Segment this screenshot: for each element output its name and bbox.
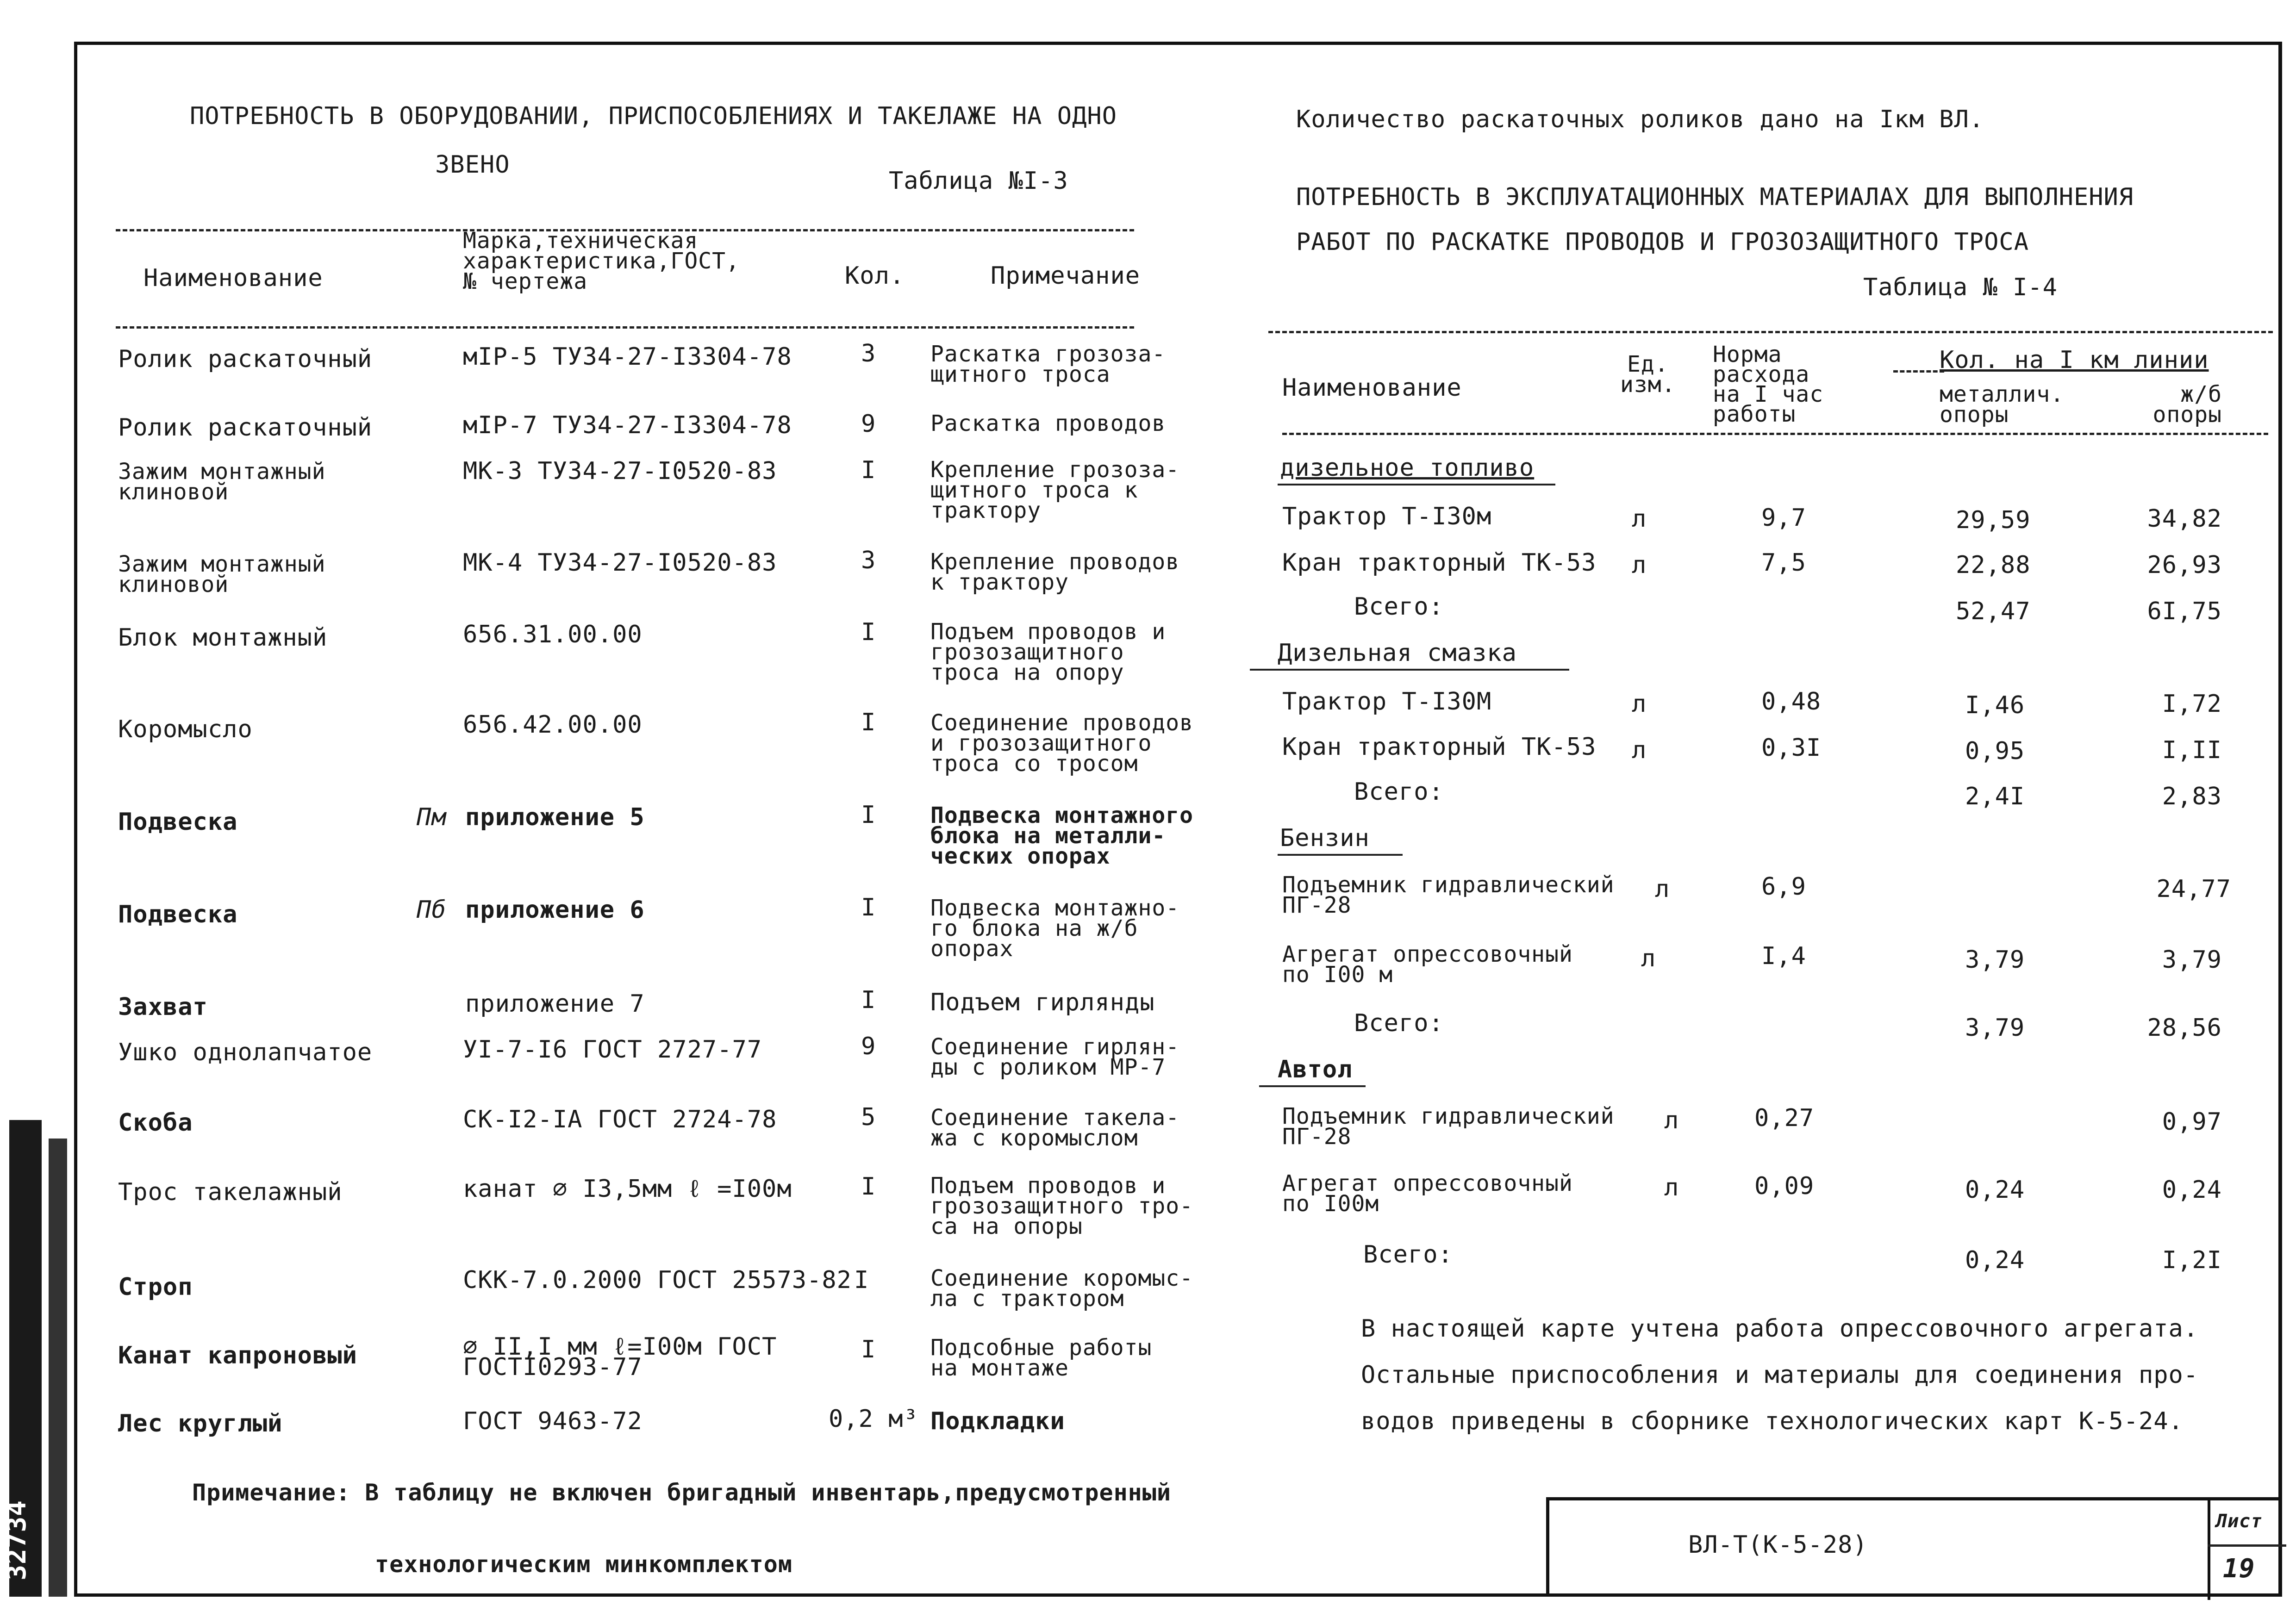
left-header-bottom-rule	[116, 326, 1134, 329]
section-row-norm: 0,27	[1754, 1104, 1815, 1132]
margin-stamp	[1, 1120, 74, 1597]
right-header-norm: Норма расхода на I час работы	[1713, 342, 1824, 427]
left-header-qty: Кол.	[845, 262, 905, 290]
section-row-metal: 22,88	[1956, 551, 2031, 579]
row-name: Ролик раскаточный	[118, 414, 373, 442]
section-row-unit: л	[1632, 551, 1647, 579]
section-total-metal: 0,24	[1965, 1246, 2025, 1274]
section-row-rc: 26,93	[2147, 551, 2222, 579]
right-header-metal: металлич. опоры	[1940, 381, 2065, 428]
right-header-unit: Ед. изм.	[1620, 351, 1676, 398]
section-total-metal: 3,79	[1965, 1014, 2025, 1042]
row-name: Зажим монтажный клиновой	[118, 459, 326, 505]
row-mark: МК-3 ТУ34-27-I0520-83	[463, 457, 777, 485]
section-row-metal: 0,95	[1965, 737, 2025, 765]
section-title: Автол	[1278, 1056, 1353, 1083]
right-header-rc: ж/б опоры	[2152, 381, 2222, 428]
right-closing-line1: В настоящей карте учтена работа опрессовочного агрегата.	[1361, 1315, 2199, 1343]
right-closing-line3: водов приведены в сборнике технологических карт К-5-24.	[1361, 1407, 2184, 1435]
row-name: Захват	[118, 993, 208, 1021]
row-qty: I	[861, 894, 876, 921]
left-table-label: Таблица №I-3	[889, 167, 1068, 195]
right-table-label: Таблица № I-4	[1863, 274, 2058, 301]
row-mark: СКК-7.0.2000 ГОСТ 25573-82	[463, 1266, 852, 1294]
row-name: Подвеска	[118, 901, 238, 928]
section-row-unit: л	[1632, 505, 1647, 533]
row-qty: I	[861, 1173, 876, 1201]
section-row-rc: 0,97	[2162, 1108, 2222, 1136]
section-row-norm: 0,09	[1754, 1172, 1815, 1200]
row-note: Подъем проводов и грозозащитного тро- са на опоры	[930, 1173, 1194, 1239]
section-row-unit: л	[1632, 690, 1647, 718]
sheet-divider	[2208, 1500, 2210, 1600]
title-block	[1546, 1497, 2282, 1597]
section-title: Бензин	[1280, 824, 1370, 852]
section-row-metal: I,46	[1965, 691, 2025, 719]
section-row-norm: 9,7	[1761, 504, 1806, 532]
section-row-norm: 0,3I	[1761, 734, 1822, 762]
sheet-label: Лист	[2216, 1511, 2263, 1532]
row-name: Ушко однолапчатое	[118, 1039, 373, 1066]
section-row-norm: 7,5	[1761, 549, 1806, 577]
row-qty: I	[861, 801, 876, 829]
row-note: Подкладки	[930, 1407, 1065, 1435]
row-name: Блок монтажный	[118, 624, 328, 652]
row-qty: I	[861, 618, 876, 646]
section-row-norm: 0,48	[1761, 688, 1822, 716]
left-footnote-line2: технологическим минкомплектом	[375, 1551, 792, 1578]
row-note: Крепление грозоза- щитного троса к трактору	[930, 457, 1180, 523]
row-mark-prefix: Пб	[417, 896, 447, 924]
section-total-label: Всего:	[1354, 593, 1444, 621]
row-note: Раскатка грозоза- щитного троса	[930, 341, 1166, 387]
row-mark: приложение 7	[465, 990, 645, 1018]
left-footnote-line1: Примечание: В таблицу не включен бригадный инвентарь,предусмотренный	[192, 1479, 1171, 1506]
section-row-rc: I,72	[2162, 690, 2222, 718]
margin-stamp-number: 32734	[1, 1500, 32, 1580]
row-qty: I	[854, 1266, 869, 1294]
section-title-rule	[1259, 1085, 1366, 1087]
section-title-rule	[1250, 669, 1569, 671]
row-mark: мIР-5 ТУ34-27-I3304-78	[463, 343, 792, 371]
row-name: Канат капроновый	[118, 1342, 357, 1369]
section-row-name: Трактор Т-I30м	[1282, 503, 1492, 530]
row-mark: мIР-7 ТУ34-27-I3304-78	[463, 411, 792, 439]
row-qty: I	[861, 456, 876, 484]
row-qty: I	[861, 1336, 876, 1363]
section-row-name: Подъемник гидравлический ПГ-28	[1282, 1103, 1615, 1150]
section-row-unit: л	[1664, 1174, 1679, 1201]
row-mark: ∅ II,I мм ℓ=I00м ГОСТ ГОСТI0293-77	[463, 1333, 777, 1381]
section-row-rc: 24,77	[2156, 875, 2231, 903]
section-row-unit: л	[1632, 736, 1647, 764]
row-name: Скоба	[118, 1109, 193, 1137]
section-total-label: Всего:	[1354, 778, 1444, 806]
row-note: Подъем проводов и грозозащитного троса на опору	[930, 619, 1166, 685]
row-note: Крепление проводов к трактору	[930, 549, 1180, 595]
section-row-name: Кран тракторный ТК-53	[1282, 549, 1597, 577]
row-note: Соединение коромыс- ла с трактором	[930, 1265, 1194, 1312]
row-note: Подсобные работы на монтаже	[930, 1335, 1152, 1381]
row-mark: 656.31.00.00	[463, 621, 643, 648]
left-header-note: Примечание	[991, 262, 1141, 290]
row-name: Подвеска	[118, 808, 238, 836]
section-row-metal: 29,59	[1956, 506, 2031, 534]
row-mark: МК-4 ТУ34-27-I0520-83	[463, 549, 777, 577]
row-mark-prefix: Пм	[417, 803, 447, 831]
row-qty: 3	[861, 547, 876, 574]
section-row-unit: л	[1655, 875, 1670, 903]
row-qty: 9	[861, 410, 876, 438]
section-row-unit: л	[1641, 945, 1656, 972]
section-total-rc: 6I,75	[2147, 597, 2222, 625]
section-row-rc: 34,82	[2147, 505, 2222, 533]
section-title: Дизельная смазка	[1278, 639, 1517, 667]
right-header-group-rule	[1893, 370, 1944, 373]
row-note: Подвеска монтажного блока на металли- ческих опорах	[930, 803, 1194, 869]
row-name: Трос такелажный	[118, 1178, 343, 1206]
section-total-rc: I,2I	[2162, 1246, 2222, 1274]
row-mark: УI-7-I6 ГОСТ 2727-77	[463, 1036, 762, 1064]
section-row-name: Подъемник гидравлический ПГ-28	[1282, 872, 1615, 918]
left-title-line2: ЗВЕНО	[435, 151, 510, 179]
section-row-metal: 3,79	[1965, 946, 2025, 974]
right-header-name: Наименование	[1282, 374, 1462, 402]
right-table-top-rule	[1268, 331, 2273, 333]
row-note: Соединение гирлян- ды с роликом МР-7	[930, 1034, 1180, 1080]
section-total-label: Всего:	[1363, 1241, 1453, 1269]
row-mark: канат ∅ I3,5мм ℓ =I00м	[463, 1175, 792, 1203]
section-row-rc: I,II	[2162, 736, 2222, 764]
row-mark: СК-I2-IА ГОСТ 2724-78	[463, 1106, 777, 1133]
row-qty: 3	[861, 340, 876, 367]
row-mark: 656.42.00.00	[463, 711, 643, 739]
right-header-qty-group: Кол. на I км линии	[1940, 346, 2209, 374]
row-mark: приложение 5	[465, 803, 645, 831]
left-header-name: Наименование	[144, 264, 323, 292]
right-title-line2: РАБОТ ПО РАСКАТКЕ ПРОВОДОВ И ГРОЗОЗАЩИТНОГО ТРОСА	[1296, 228, 2029, 256]
section-total-rc: 2,83	[2162, 783, 2222, 810]
section-row-rc: 3,79	[2162, 946, 2222, 974]
section-row-name: Трактор Т-I30М	[1282, 688, 1492, 716]
section-row-norm: 6,9	[1761, 873, 1806, 901]
section-row-name: Агрегат опрессовочный по I00 м	[1282, 941, 1573, 988]
section-title-rule	[1278, 854, 1403, 856]
row-name: Коромысло	[118, 716, 253, 743]
row-note: Раскатка проводов	[930, 411, 1166, 436]
right-header-bottom-rule	[1282, 433, 2268, 435]
left-title-line1: ПОТРЕБНОСТЬ В ОБОРУДОВАНИИ, ПРИСПОСОБЛЕНИЯХ И ТАКЕЛАЖЕ НА ОДНО	[190, 102, 1117, 130]
right-intro: Количество раскаточных роликов дано на Iкм ВЛ.	[1296, 106, 1984, 133]
row-name: Ролик раскаточный	[118, 345, 373, 373]
section-total-metal: 2,4I	[1965, 783, 2025, 810]
row-note: Подъем гирлянды	[930, 989, 1155, 1016]
row-note: Соединение такела- жа с коромыслом	[930, 1105, 1180, 1151]
section-title-rule	[1278, 484, 1555, 485]
right-closing-line2: Остальные приспособления и материалы для соединения про-	[1361, 1361, 2199, 1389]
row-qty: 9	[861, 1033, 876, 1060]
row-name: Строп	[118, 1273, 193, 1301]
section-row-metal: 0,24	[1965, 1176, 2025, 1204]
section-total-metal: 52,47	[1956, 597, 2031, 625]
section-row-unit: л	[1664, 1107, 1679, 1134]
section-row-name: Агрегат опрессовочный по I00м	[1282, 1170, 1573, 1217]
section-row-rc: 0,24	[2162, 1176, 2222, 1204]
sheet-number: 19	[2223, 1554, 2255, 1584]
section-title: дизельное топливо	[1280, 454, 1535, 482]
row-qty: 5	[861, 1103, 876, 1131]
document-code: ВЛ-Т(К-5-28)	[1688, 1531, 1868, 1559]
left-header-mark: Марка,техническая характеристика,ГОСТ, № чертежа	[463, 228, 740, 294]
sheet-cell-rule	[2208, 1544, 2286, 1547]
row-name: Лес круглый	[118, 1410, 283, 1437]
row-qty: 0,2 м³	[829, 1405, 918, 1433]
row-note: Подвеска монтажно- го блока на ж/б опорах	[930, 895, 1180, 962]
section-total-label: Всего:	[1354, 1009, 1444, 1037]
row-mark: приложение 6	[465, 896, 645, 924]
section-row-name: Кран тракторный ТК-53	[1282, 733, 1597, 761]
row-name: Зажим монтажный клиновой	[118, 551, 326, 597]
row-mark: ГОСТ 9463-72	[463, 1407, 643, 1435]
row-qty: I	[861, 709, 876, 736]
section-row-norm: I,4	[1761, 942, 1806, 970]
row-note: Соединение проводов и грозозащитного троса со тросом	[930, 710, 1194, 777]
right-title-line1: ПОТРЕБНОСТЬ В ЭКСПЛУАТАЦИОННЫХ МАТЕРИАЛАХ ДЛЯ ВЫПОЛНЕНИЯ	[1296, 183, 2134, 211]
section-total-rc: 28,56	[2147, 1014, 2222, 1042]
row-qty: I	[861, 986, 876, 1014]
